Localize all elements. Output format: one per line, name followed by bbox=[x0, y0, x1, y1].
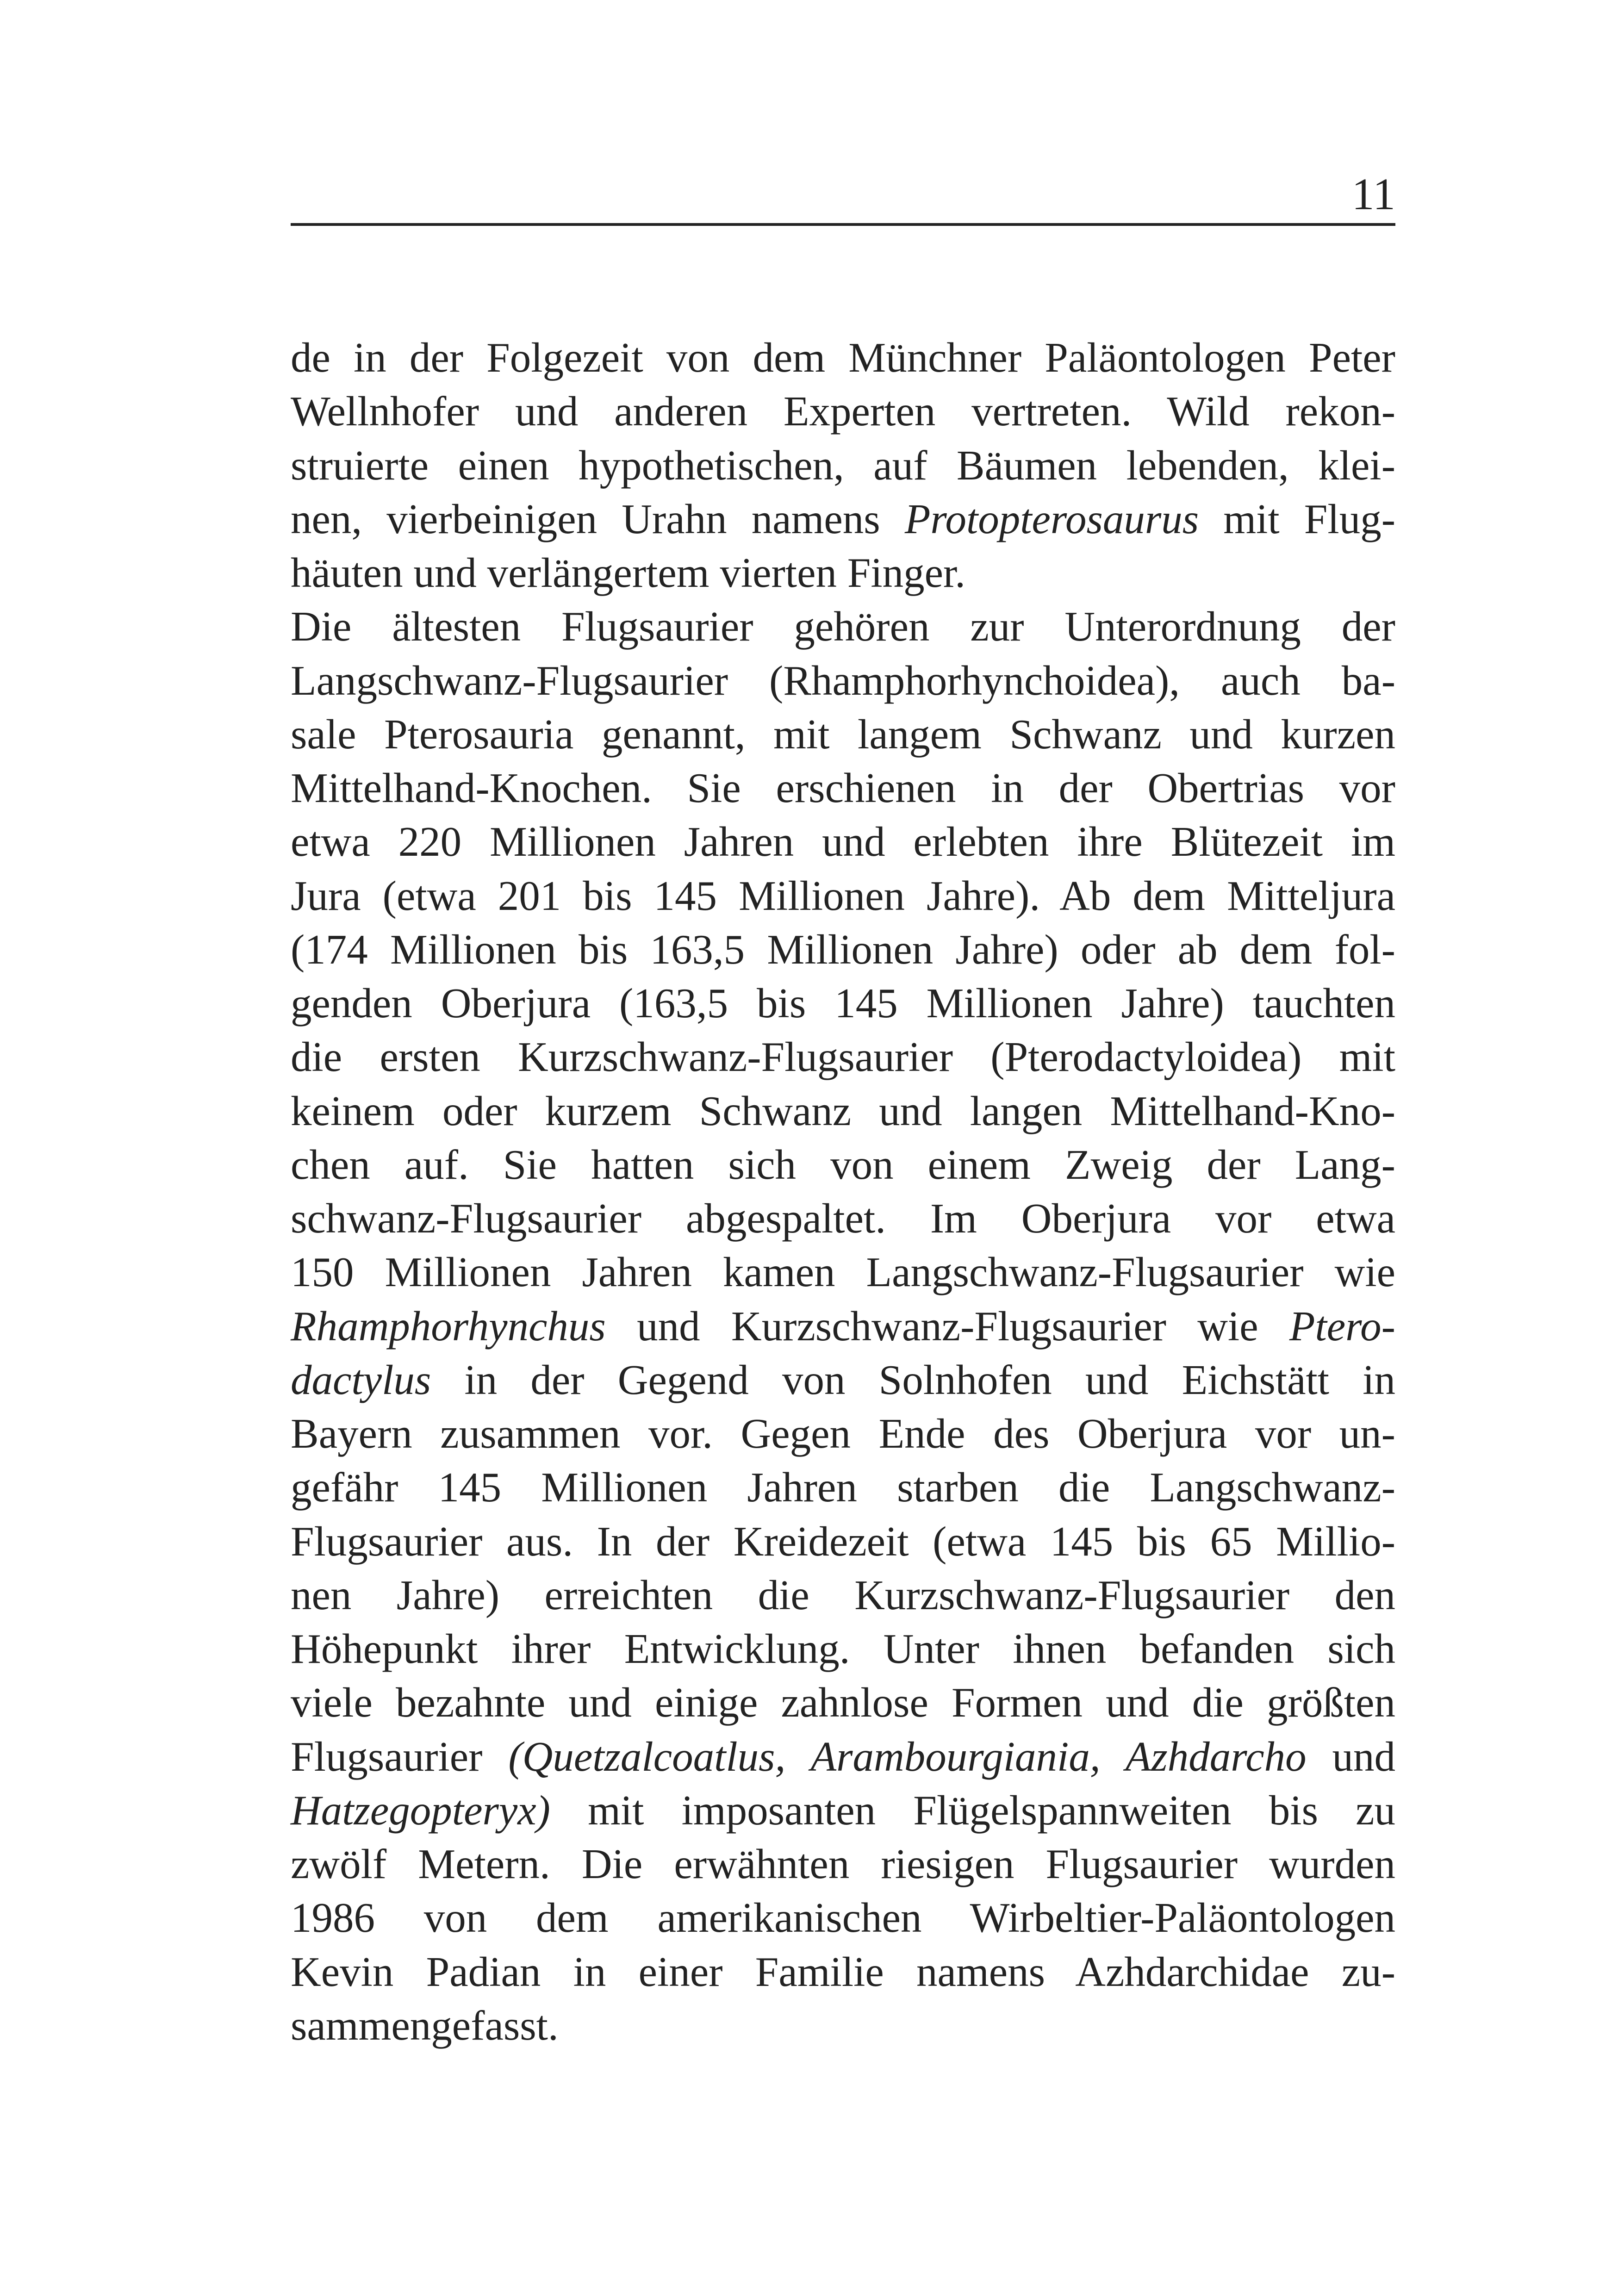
text-segment: mit Flug- bbox=[1199, 495, 1395, 542]
text-line bbox=[291, 923, 1395, 977]
text-line bbox=[291, 600, 1395, 653]
text-line bbox=[291, 977, 1395, 1030]
page-number: 11 bbox=[1351, 169, 1395, 219]
text-segment: die ersten Kurzschwanz-Flugsaurier (Pterodactyloidea) mit bbox=[291, 1033, 1395, 1081]
text-segment: struierte einen hypothetischen, auf Bäumen lebenden, klei- bbox=[291, 442, 1395, 489]
text-segment: Flugsaurier aus. In der Kreidezeit (etwa 145 bis 65 Millio- bbox=[291, 1518, 1395, 1565]
text-line bbox=[291, 1407, 1395, 1461]
italic-term: (Quetzalcoatlus, Arambourgiania, Azhdarcho bbox=[508, 1733, 1307, 1780]
italic-term: Ptero- bbox=[1289, 1302, 1395, 1350]
text-line bbox=[291, 492, 1395, 546]
text-line bbox=[291, 1784, 1395, 1837]
body-text bbox=[291, 331, 1395, 2053]
text-line bbox=[291, 1999, 1395, 2053]
header-rule bbox=[291, 223, 1395, 226]
text-line bbox=[291, 1568, 1395, 1622]
text-segment: sale Pterosauria genannt, mit langem Schwanz und kurzen bbox=[291, 710, 1395, 758]
text-segment: und bbox=[1306, 1733, 1396, 1780]
text-segment: nen, vierbeinigen Urahn namens bbox=[291, 495, 905, 542]
text-line bbox=[291, 1837, 1395, 1891]
text-line bbox=[291, 869, 1395, 923]
text-line bbox=[291, 546, 1395, 600]
text-line bbox=[291, 331, 1395, 385]
text-segment: mit imposanten Flügelspannweiten bis zu bbox=[550, 1786, 1395, 1834]
text-segment: Mittelhand-Knochen. Sie erschienen in der Obertrias vor bbox=[291, 765, 1395, 811]
text-line bbox=[291, 654, 1395, 708]
text-line bbox=[291, 385, 1395, 438]
text-line bbox=[291, 1676, 1395, 1730]
text-segment: gefähr 145 Millionen Jahren starben die Langschwanz- bbox=[291, 1464, 1395, 1511]
text-line bbox=[291, 761, 1395, 815]
text-segment: sammengefasst. bbox=[291, 2002, 559, 2049]
text-segment: chen auf. Sie hatten sich von einem Zweig der Lang- bbox=[291, 1141, 1395, 1188]
text-segment: Bayern zusammen vor. Gegen Ende des Oberjura vor un- bbox=[291, 1410, 1395, 1457]
text-line bbox=[291, 1084, 1395, 1138]
text-line bbox=[291, 1030, 1395, 1084]
text-line bbox=[291, 708, 1395, 761]
text-segment: 1986 von dem amerikanischen Wirbeltier-Paläontologen bbox=[291, 1894, 1395, 1941]
text-line bbox=[291, 1138, 1395, 1192]
text-segment: etwa 220 Millionen Jahren und erlebten ihre Blütezeit im bbox=[291, 818, 1395, 865]
text-line bbox=[291, 439, 1395, 492]
text-line bbox=[291, 815, 1395, 869]
text-line bbox=[291, 1300, 1395, 1353]
text-segment: keinem oder kurzem Schwanz und langen Mittelhand-Kno- bbox=[291, 1087, 1395, 1134]
text-line bbox=[291, 1245, 1395, 1299]
text-line bbox=[291, 1891, 1395, 1945]
text-segment: zwölf Metern. Die erwähnten riesigen Flugsaurier wurden bbox=[291, 1841, 1395, 1887]
text-segment: (174 Millionen bis 163,5 Millionen Jahre) oder ab dem fol- bbox=[291, 926, 1395, 973]
italic-term: dactylus bbox=[291, 1356, 431, 1403]
text-line bbox=[291, 1353, 1395, 1407]
text-line bbox=[291, 1192, 1395, 1245]
text-segment: schwanz-Flugsaurier abgespaltet. Im Oberjura vor etwa bbox=[291, 1195, 1395, 1242]
text-segment: Wellnhofer und anderen Experten vertreten. Wild rekon- bbox=[291, 388, 1395, 435]
italic-term: Rhamphorhynchus bbox=[291, 1302, 606, 1350]
text-segment: viele bezahnte und einige zahnlose Formen und die größten bbox=[291, 1679, 1395, 1726]
text-line bbox=[291, 1515, 1395, 1568]
italic-term: Protopterosaurus bbox=[904, 495, 1199, 542]
text-segment: genden Oberjura (163,5 bis 145 Millionen Jahre) tauchten bbox=[291, 980, 1395, 1027]
text-segment: Flugsaurier bbox=[291, 1733, 509, 1780]
text-segment: und Kurzschwanz-Flugsaurier wie bbox=[605, 1302, 1289, 1350]
text-line bbox=[291, 1622, 1395, 1676]
text-segment: Höhepunkt ihrer Entwicklung. Unter ihnen befanden sich bbox=[291, 1625, 1395, 1672]
text-segment: häuten und verlängertem vierten Finger. bbox=[291, 549, 966, 596]
text-line bbox=[291, 1461, 1395, 1514]
text-segment: in der Gegend von Solnhofen und Eichstätt in bbox=[431, 1356, 1395, 1403]
text-segment: Langschwanz-Flugsaurier (Rhamphorhynchoidea), auch ba- bbox=[291, 657, 1395, 704]
text-segment: Jura (etwa 201 bis 145 Millionen Jahre). Ab dem Mitteljura bbox=[291, 872, 1395, 919]
italic-term: Hatzegopteryx) bbox=[291, 1786, 550, 1834]
text-segment: de in der Folgezeit von dem Münchner Paläontologen Peter bbox=[291, 334, 1395, 381]
text-segment: 150 Millionen Jahren kamen Langschwanz-Flugsaurier wie bbox=[291, 1249, 1395, 1296]
text-line bbox=[291, 1945, 1395, 1999]
text-segment: Die ältesten Flugsaurier gehören zur Unterordnung der bbox=[291, 603, 1395, 650]
text-segment: Kevin Padian in einer Familie namens Azhdarchidae zu- bbox=[291, 1948, 1395, 1995]
text-segment: nen Jahre) erreichten die Kurzschwanz-Flugsaurier den bbox=[291, 1571, 1395, 1618]
text-line bbox=[291, 1730, 1395, 1784]
